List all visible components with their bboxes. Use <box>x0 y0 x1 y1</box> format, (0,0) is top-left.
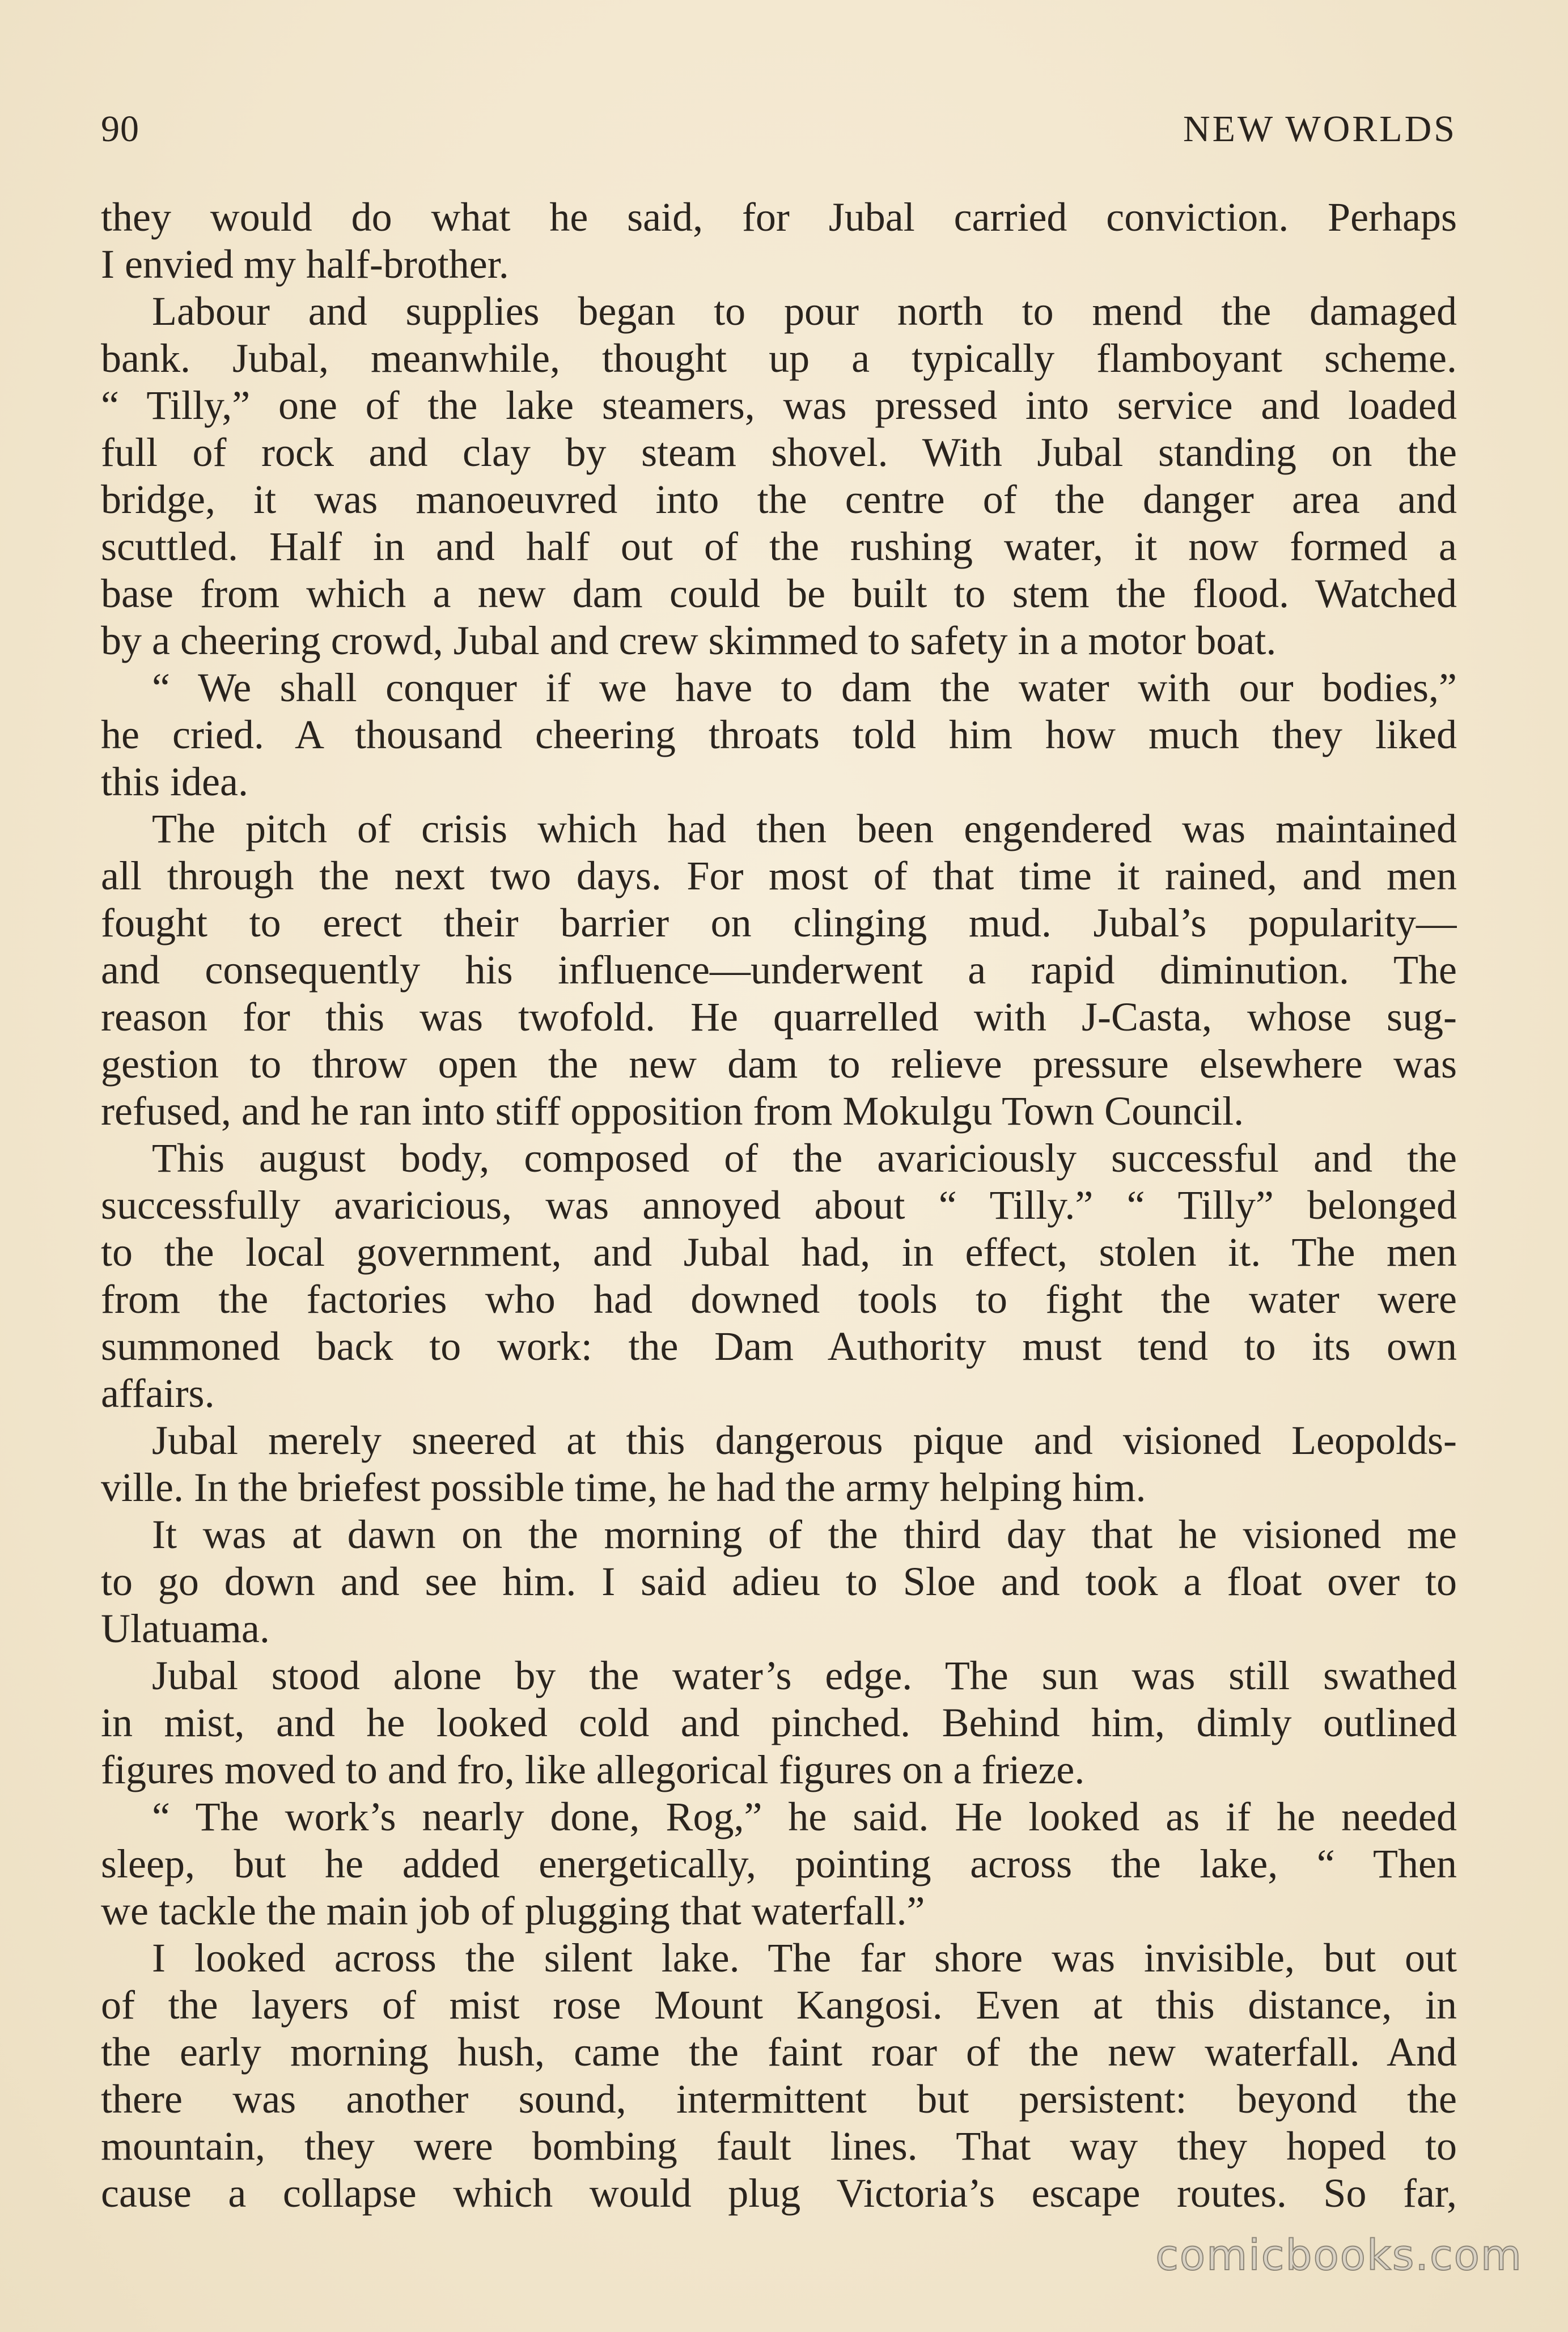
text-line: base from which a new dam could be built to stem the flood. Watched <box>101 571 1457 616</box>
text-line: full of rock and clay by steam shovel. With Jubal standing on the <box>101 430 1457 475</box>
text-line: It was at dawn on the morning of the third day that he visioned me <box>152 1512 1457 1557</box>
text-line: affairs. <box>101 1371 215 1416</box>
paragraph <box>101 1652 1457 1793</box>
text-line: I envied my half-brother. <box>101 241 509 287</box>
text-line: summoned back to work: the Dam Authority must tend to its own <box>101 1324 1457 1369</box>
text-line: “ The work’s nearly done, Rog,” he said. He looked as if he needed <box>152 1794 1457 1839</box>
text-line: reason for this was twofold. He quarrelled with J-Casta, whose sug- <box>101 994 1457 1040</box>
running-head: NEW WORLDS <box>1183 108 1457 150</box>
text-line: sleep, but he added energetically, pointing across the lake, “ Then <box>101 1841 1457 1886</box>
paragraph <box>101 664 1457 805</box>
text-line: The pitch of crisis which had then been engendered was maintained <box>152 806 1457 851</box>
paragraph <box>101 1793 1457 1935</box>
watermark: comicbooks.com <box>1155 2231 1523 2280</box>
text-line: This august body, composed of the avariciously successful and the <box>152 1135 1457 1181</box>
text-line: Jubal stood alone by the water’s edge. The sun was still swathed <box>152 1653 1457 1698</box>
paragraph <box>101 194 1457 288</box>
text-line: there was another sound, intermittent but persistent: beyond the <box>101 2076 1457 2122</box>
text-line: I looked across the silent lake. The far shore was invisible, but out <box>152 1935 1457 1981</box>
text-line: we tackle the main job of plugging that waterfall.” <box>101 1888 925 1934</box>
text-line: in mist, and he looked cold and pinched. Behind him, dimly outlined <box>101 1700 1457 1745</box>
text-line: successfully avaricious, was annoyed about “ Tilly.” “ Tilly” belonged <box>101 1182 1457 1228</box>
paragraph <box>101 1417 1457 1511</box>
text-line: all through the next two days. For most of that time it rained, and men <box>101 853 1457 898</box>
text-line: refused, and he ran into stiff opposition from Mokulgu Town Council. <box>101 1088 1244 1134</box>
text-line: ville. In the briefest possible time, he had the army helping him. <box>101 1465 1146 1510</box>
text-line: from the factories who had downed tools to fight the water were <box>101 1277 1457 1322</box>
text-line: of the layers of mist rose Mount Kangosi. Even at this distance, in <box>101 1982 1457 2028</box>
text-line: figures moved to and fro, like allegorical figures on a frieze. <box>101 1747 1085 1792</box>
text-line: he cried. A thousand cheering throats told him how much they liked <box>101 712 1457 757</box>
paragraph <box>101 1935 1457 2217</box>
text-line: to go down and see him. I said adieu to Sloe and took a float over to <box>101 1559 1457 1604</box>
paragraph <box>101 1135 1457 1417</box>
text-line: fought to erect their barrier on clinging mud. Jubal’s popularity— <box>101 900 1457 945</box>
text-line: bridge, it was manoeuvred into the centre of the danger area and <box>101 477 1457 522</box>
text-line: and consequently his influence—underwent a rapid diminution. The <box>101 947 1457 993</box>
text-line: Jubal merely sneered at this dangerous pique and visioned Leopolds- <box>152 1418 1457 1463</box>
text-line: to the local government, and Jubal had, in effect, stolen it. The men <box>101 1229 1457 1275</box>
paragraph <box>101 288 1457 664</box>
text-line: they would do what he said, for Jubal carried conviction. Perhaps <box>101 194 1457 240</box>
text-line: by a cheering crowd, Jubal and crew skimmed to safety in a motor boat. <box>101 618 1277 663</box>
text-line: bank. Jubal, meanwhile, thought up a typically flamboyant scheme. <box>101 336 1457 381</box>
text-line: this idea. <box>101 759 248 804</box>
paragraph <box>101 805 1457 1135</box>
text-line: “ We shall conquer if we have to dam the water with our bodies,” <box>152 665 1457 710</box>
text-line: “ Tilly,” one of the lake steamers, was pressed into service and loaded <box>101 383 1457 428</box>
text-line: gestion to throw open the new dam to relieve pressure elsewhere was <box>101 1041 1457 1087</box>
text-line: the early morning hush, came the faint roar of the new waterfall. And <box>101 2029 1457 2075</box>
text-line: scuttled. Half in and half out of the rushing water, it now formed a <box>101 524 1457 569</box>
text-line: mountain, they were bombing fault lines. That way they hoped to <box>101 2123 1457 2169</box>
text-line: Labour and supplies began to pour north to mend the damaged <box>152 289 1457 334</box>
paragraph <box>101 1511 1457 1652</box>
text-line: cause a collapse which would plug Victoria’s escape routes. So far, <box>101 2170 1457 2216</box>
body-text <box>101 194 1457 2217</box>
text-line: Ulatuama. <box>101 1606 270 1651</box>
page-header <box>101 108 1457 159</box>
page-number: 90 <box>101 108 139 150</box>
